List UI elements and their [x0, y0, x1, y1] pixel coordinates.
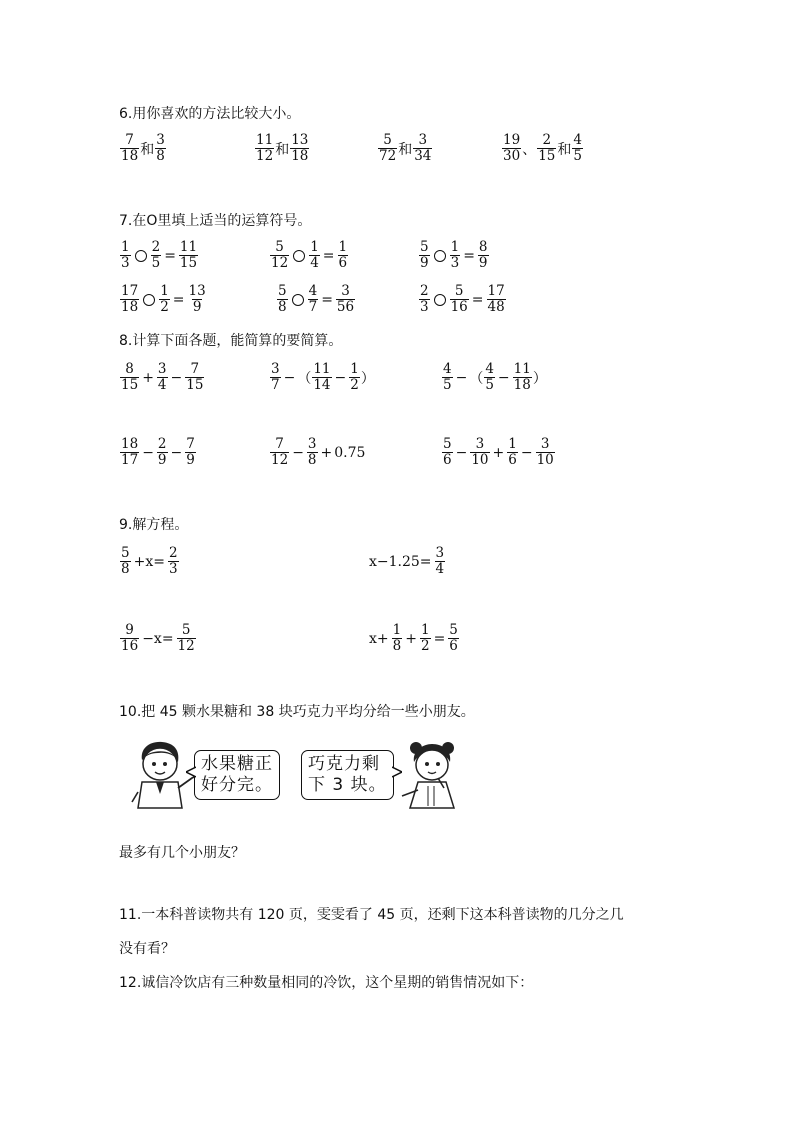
- fraction: $\frac{2}{3}$: [168, 545, 178, 577]
- q8-expr-3: $\frac{4}{5}$ − （ $\frac{4}{5}$ − $\frac{11}{18}$ ）: [443, 361, 547, 393]
- fraction: $\frac{5}{8}$: [121, 545, 130, 577]
- fraction: $\frac{4}{5}$: [485, 361, 494, 393]
- fraction: $\frac{5}{16}$: [450, 283, 468, 315]
- q7-item-2: $\frac{5}{12}$ $\frac{1}{4}$ = $\frac{1}{6}$: [271, 239, 348, 271]
- fraction: $\frac{4}{7}$: [308, 283, 318, 315]
- fraction: $\frac{17}{48}$: [487, 283, 505, 315]
- q7-item-5: $\frac{5}{8}$ $\frac{4}{7}$ = $\frac{3}{56}$: [278, 283, 355, 315]
- speech-bubble-left: 水果糖正 好分完。: [194, 750, 280, 800]
- q6-item-4: $\frac{19}{30}$ 、 $\frac{2}{15}$ 和 $\frac{4}{5}$: [503, 132, 582, 164]
- fraction: $\frac{2}{3}$: [420, 283, 429, 315]
- fraction: $\frac{13}{18}$: [291, 132, 309, 164]
- q8-expr-2: $\frac{3}{7}$ − （ $\frac{11}{14}$ − $\frac{1}{2}$ ）: [271, 361, 375, 393]
- fraction: $\frac{3}{8}$: [307, 436, 317, 468]
- fraction: $\frac{18}{17}$: [121, 436, 139, 468]
- fraction: $\frac{5}{12}$: [271, 239, 289, 271]
- fraction: $\frac{1}{6}$: [508, 436, 517, 468]
- fraction: $\frac{11}{18}$: [513, 361, 531, 393]
- fraction: $\frac{1}{2}$: [160, 283, 169, 315]
- fraction: $\frac{2}{5}$: [151, 239, 161, 271]
- blank-circle[interactable]: [135, 250, 147, 262]
- q7-item-6: $\frac{2}{3}$ $\frac{5}{16}$ = $\frac{17}{48}$: [420, 283, 505, 315]
- fraction: $\frac{3}{7}$: [271, 361, 280, 393]
- q9-equation-4: x+ $\frac{1}{8}$ + $\frac{1}{2}$ = $\frac{5}{6}$: [369, 622, 458, 654]
- q9-equation-2: x−1.25= $\frac{3}{4}$: [369, 545, 445, 577]
- fraction: $\frac{7}{12}$: [271, 436, 289, 468]
- fraction: $\frac{7}{9}$: [186, 436, 195, 468]
- blank-circle[interactable]: [434, 250, 446, 262]
- q8-expr-6: $\frac{5}{6}$ − $\frac{3}{10}$ + $\frac{1}{6}$ − $\frac{3}{10}$: [443, 436, 554, 468]
- fraction: $\frac{5}{6}$: [443, 436, 452, 468]
- blank-circle[interactable]: [293, 250, 305, 262]
- q8-title: 8.计算下面各题，能简算的要简算。: [119, 333, 343, 349]
- fraction: $\frac{1}{3}$: [450, 239, 460, 271]
- q9-equation-3: $\frac{9}{16}$ −x= $\frac{5}{12}$: [121, 622, 195, 654]
- blank-circle[interactable]: [292, 294, 304, 306]
- fraction: $\frac{5}{72}$: [379, 132, 397, 164]
- blank-circle[interactable]: [143, 294, 155, 306]
- fraction: $\frac{4}{5}$: [573, 132, 582, 164]
- q8-expr-1: $\frac{8}{15}$ + $\frac{3}{4}$ − $\frac{7}{15}$: [121, 361, 204, 393]
- fraction: $\frac{8}{9}$: [478, 239, 488, 271]
- girl-illustration-icon: [398, 738, 470, 810]
- fraction: $\frac{1}{8}$: [392, 622, 402, 654]
- fraction: $\frac{13}{9}$: [188, 283, 206, 315]
- fraction: $\frac{5}{8}$: [278, 283, 287, 315]
- q11-line-2: 没有看？: [119, 941, 175, 957]
- fraction: $\frac{3}{4}$: [435, 545, 445, 577]
- q7-item-4: $\frac{17}{18}$ $\frac{1}{2}$ = $\frac{13}{9}$: [121, 283, 206, 315]
- q10-title: 10.把 45 颗水果糖和 38 块巧克力平均分给一些小朋友。: [119, 704, 475, 720]
- q10-question: 最多有几个小朋友？: [119, 845, 245, 861]
- fraction: $\frac{5}{6}$: [449, 622, 458, 654]
- q6-item-2: $\frac{11}{12}$ 和 $\frac{13}{18}$: [256, 132, 309, 164]
- fraction: $\frac{19}{30}$: [503, 132, 521, 164]
- fraction: $\frac{1}{2}$: [420, 622, 430, 654]
- fraction: $\frac{8}{15}$: [121, 361, 139, 393]
- fraction: $\frac{1}{2}$: [350, 361, 359, 393]
- q8-expr-5: $\frac{7}{12}$ − $\frac{3}{8}$ + 0.75: [271, 436, 366, 468]
- fraction: $\frac{5}{12}$: [177, 622, 195, 654]
- q8-expr-4: $\frac{18}{17}$ − $\frac{2}{9}$ − $\frac{7}{9}$: [121, 436, 195, 468]
- fraction: $\frac{17}{18}$: [121, 283, 139, 315]
- fraction: $\frac{4}{5}$: [443, 361, 452, 393]
- fraction: $\frac{11}{12}$: [256, 132, 274, 164]
- q7-item-1: $\frac{1}{3}$ $\frac{2}{5}$ = $\frac{11}{15}$: [121, 239, 198, 271]
- fraction: $\frac{2}{15}$: [538, 132, 556, 164]
- q6-item-1: $\frac{7}{18}$ 和 $\frac{3}{8}$: [121, 132, 165, 164]
- fraction: $\frac{7}{18}$: [121, 132, 139, 164]
- q7-item-3: $\frac{5}{9}$ $\frac{1}{3}$ = $\frac{8}{9}$: [420, 239, 488, 271]
- fraction: $\frac{3}{8}$: [156, 132, 165, 164]
- speech-bubble-right: 巧克力剩 下 3 块。: [301, 750, 394, 800]
- bubble-tail-left-icon: [186, 765, 196, 779]
- fraction: $\frac{2}{9}$: [157, 436, 167, 468]
- fraction: $\frac{5}{9}$: [420, 239, 429, 271]
- fraction: $\frac{1}{4}$: [310, 239, 319, 271]
- fraction: $\frac{11}{14}$: [313, 361, 331, 393]
- q9-title: 9.解方程。: [119, 517, 189, 533]
- q6-item-3: $\frac{5}{72}$ 和 $\frac{3}{34}$: [379, 132, 432, 164]
- q12-title: 12.诚信冷饮店有三种数量相同的冷饮，这个星期的销售情况如下：: [119, 975, 534, 991]
- fraction: $\frac{9}{16}$: [121, 622, 139, 654]
- q6-title: 6.用你喜欢的方法比较大小。: [119, 106, 301, 122]
- fraction: $\frac{3}{4}$: [157, 361, 167, 393]
- q7-title: 7.在O里填上适当的运算符号。: [119, 213, 312, 229]
- blank-circle[interactable]: [434, 294, 446, 306]
- fraction: $\frac{1}{3}$: [121, 239, 130, 271]
- fraction: $\frac{3}{34}$: [414, 132, 432, 164]
- q11-line-1: 11.一本科普读物共有 120 页，雯雯看了 45 页，还剩下这本科普读物的几分之几: [119, 907, 624, 923]
- fraction: $\frac{11}{15}$: [179, 239, 198, 271]
- fraction: $\frac{3}{10}$: [536, 436, 554, 468]
- fraction: $\frac{7}{15}$: [186, 361, 204, 393]
- fraction: $\frac{3}{56}$: [336, 283, 355, 315]
- q9-equation-1: $\frac{5}{8}$ +x= $\frac{2}{3}$: [121, 545, 178, 577]
- fraction: $\frac{3}{10}$: [471, 436, 489, 468]
- fraction: $\frac{1}{6}$: [338, 239, 348, 271]
